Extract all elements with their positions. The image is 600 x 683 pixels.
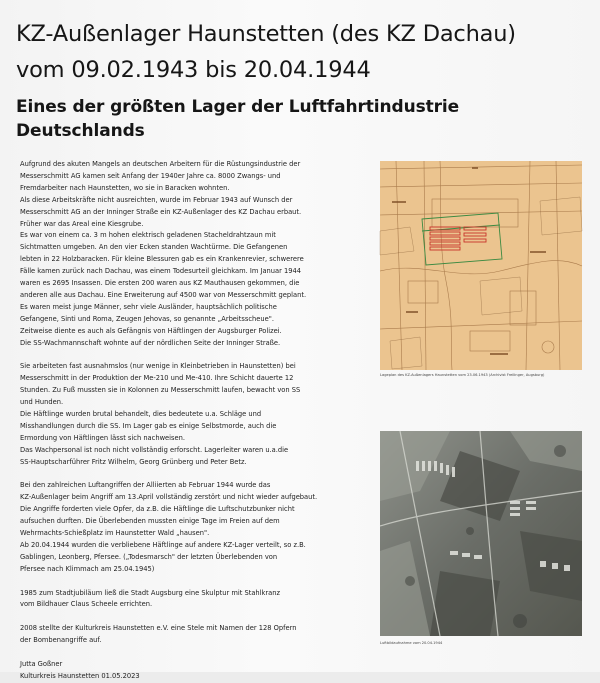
- body-line: Die Häftlinge wurden brutal behandelt, dies bedeutete u.a. Schläge und: [20, 410, 262, 419]
- body-line: Sie arbeiteten fast ausnahmslos (nur wenige in Kleinbetrieben in Haunstetten) bei: [20, 362, 296, 371]
- body-paragraph: [20, 588, 365, 612]
- body-line: Messerschmitt AG an der Inninger Straße ein KZ-Außenlager des KZ Dachau erbaut.: [20, 207, 302, 216]
- map-caption: Lageplan des KZ-Außenlagers Haunstetten vom 23.06.1943 (Archivist Freilinger, Augsburg): [380, 373, 545, 377]
- body-line: Stunden. Zu Fuß mussten sie in Kolonnen zu Messerschmitt laufen, bewacht von SS: [20, 386, 301, 395]
- page-title: [16, 16, 586, 88]
- body-line: Früher war das Areal eine Kiesgrube.: [20, 219, 144, 228]
- body-line: Als diese Arbeitskräfte nicht ausreichten, wurde im Februar 1943 auf Wunsch der: [20, 195, 293, 204]
- body-line: Messerschmitt AG kamen seit Anfang der 1940er Jahre ca. 8000 Zwangs- und: [20, 171, 281, 180]
- body-line: Fremdarbeiter nach Haunstetten, wo sie in Baracken wohnten.: [20, 183, 230, 192]
- body-line: Die Angriffe forderten viele Opfer, da z.B. die Häftlinge die Luftschutzbunker nicht: [20, 505, 295, 514]
- body-line: Gablingen, Leonberg, Pfersee. („Todesmarsch" der letzten Überlebenden von: [20, 552, 278, 561]
- title-line: KZ-Außenlager Haunstetten (des KZ Dachau): [16, 21, 516, 47]
- page-subtitle: Eines der größten Lager der Luftfahrtindustrie Deutschlands: [16, 97, 460, 141]
- body-paragraph: [20, 361, 365, 468]
- body-line: 1985 zum Stadtjubiläum ließ die Stadt Augsburg eine Skulptur mit Stahlkranz: [20, 588, 280, 597]
- body-text: [20, 159, 365, 683]
- body-line: SS-Hauptscharführer Fritz Wilhelm, Georg Grünberg und Peter Betz.: [20, 457, 247, 466]
- site-map-drawing: [380, 161, 582, 370]
- body-line: lebten in 22 Holzbaracken. Für kleine Blessuren gab es ein Krankenrevier, schwerere: [20, 255, 304, 264]
- body-paragraph: [20, 659, 365, 683]
- body-line: Wehrmachts-Schießplatz im Haunstetter Wald „hausen".: [20, 529, 210, 538]
- title-line: vom 09.02.1943 bis 20.04.1944: [16, 57, 371, 83]
- photo-caption: Luftbildaufnahme vom 20.04.1944: [380, 641, 443, 645]
- body-line: vom Bildhauer Claus Scheele errichten.: [20, 600, 153, 609]
- body-line: Die SS-Wachmannschaft wohnte auf der nördlichen Seite der Inninger Straße.: [20, 338, 281, 347]
- body-line: anderen alle aus Dachau. Eine Erweiterung auf 4500 war von Messerschmitt geplant.: [20, 290, 307, 299]
- body-line: und Hunden.: [20, 398, 64, 407]
- body-line: Es waren meist junge Männer, sehr viele Ausländer, hauptsächlich politische: [20, 302, 277, 311]
- body-line: Misshandlungen durch die SS. Im Lager gab es einige Selbstmorde, auch die: [20, 421, 277, 430]
- body-line: Sichtmatten umgeben. An den vier Ecken standen Wachtürme. Die Gefangenen: [20, 243, 288, 252]
- body-line: der Bombenangriffe auf.: [20, 636, 102, 645]
- body-line: Gefangene, Sinti und Roma, Zeugen Jehovas, so genannte „Arbeitsscheue".: [20, 314, 274, 323]
- body-line: Ermordung von Häftlingen lässt sich nachweisen.: [20, 433, 185, 442]
- body-paragraph: [20, 623, 365, 647]
- body-paragraph: [20, 159, 365, 350]
- body-line: Fälle kamen zurück nach Dachau, was einem Todesurteil gleichkam. Im Januar 1944: [20, 267, 302, 276]
- body-line: Das Wachpersonal ist noch nicht vollständig erforscht. Lagerleiter waren u.a.die: [20, 445, 289, 454]
- body-line: Kulturkreis Haunstetten 01.05.2023: [20, 671, 140, 680]
- aerial-photo-image: [380, 431, 582, 636]
- body-line: Es war von einem ca. 3 m hohen elektrisch geladenen Stacheldrahtzaun mit: [20, 231, 276, 240]
- body-line: Aufgrund des akuten Mangels an deutschen Arbeitern für die Rüstungsindustrie der: [20, 160, 301, 168]
- body-line: KZ-Außenlager beim Angriff am 13.April vollständig zerstört und nicht wieder aufgebaut.: [20, 493, 318, 502]
- body-paragraph: [20, 480, 365, 575]
- body-line: aufsuchen durften. Die Überlebenden mussten einige Tage im Freien auf dem: [20, 517, 280, 526]
- body-line: waren es 2695 Insassen. Die ersten 200 waren aus KZ Mauthausen gekommen, die: [20, 279, 300, 288]
- body-line: Pfersee nach Klimmach am 25.04.1945): [20, 564, 155, 573]
- aerial-photo-drawing: [380, 431, 582, 636]
- body-line: Messerschmitt in der Produktion der Me-210 und Me-410. Ihre Schicht dauerte 12: [20, 374, 294, 383]
- site-map-image: [380, 161, 582, 370]
- body-line: Jutta Goßner: [20, 659, 63, 668]
- body-line: 2008 stellte der Kulturkreis Haunstetten e.V. eine Stele mit Namen der 128 Opfern: [20, 624, 297, 633]
- body-line: Zeitweise diente es auch als Gefängnis von Häftlingen der Augsburger Polizei.: [20, 326, 282, 335]
- body-line: Bei den zahlreichen Luftangriffen der Alliierten ab Februar 1944 wurde das: [20, 481, 271, 490]
- body-line: Ab 20.04.1944 wurden die verbliebene Häftlinge auf andere KZ-Lager verteilt, so z.B.: [20, 540, 306, 549]
